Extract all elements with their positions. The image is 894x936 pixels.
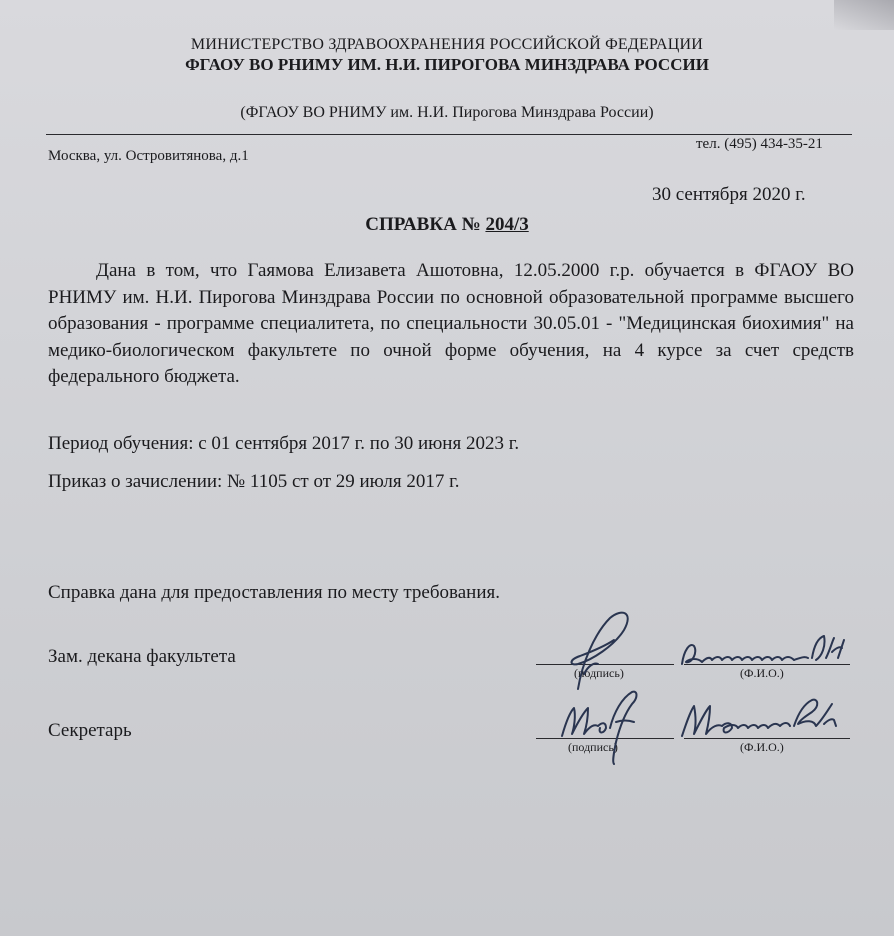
document-date: 30 сентября 2020 г. bbox=[652, 184, 806, 205]
deputy-dean-signature-caption: (подпись) bbox=[574, 666, 624, 680]
institution-heading: ФГАОУ ВО РНИМУ ИМ. Н.И. ПИРОГОВА МИНЗДРАВА РОССИИ bbox=[185, 55, 709, 74]
institution-short-name: (ФГАОУ ВО РНИМУ им. Н.И. Пирогова Минздрава России) bbox=[240, 104, 654, 121]
header-divider bbox=[46, 134, 852, 135]
enrollment-order: Приказ о зачислении: № 1105 ст от 29 июля 2017 г. bbox=[48, 471, 460, 492]
purpose-statement: Справка дана для предоставления по месту требования. bbox=[48, 582, 501, 603]
ministry-heading: МИНИСТЕРСТВО ЗДРАВООХРАНЕНИЯ РОССИЙСКОЙ ФЕДЕРАЦИИ bbox=[190, 36, 704, 53]
main-paragraph: Дана в том, что Гаямова Елизавета Ашотовна, 12.05.2000 г.р. обучается в ФГАОУ ВО РНИМУ им. Н.И. Пирогова Минздрава России по основной образовательной программе высшего образования - программе специалитета, по специальности 30.05.01 - "Медицинская биохимия" на медико-биологическом факультете по очной форме обучения, на 4 курсе за счет средств федерального бюджета. bbox=[48, 260, 854, 388]
deputy-dean-name-caption: (Ф.И.О.) bbox=[740, 666, 784, 680]
phone-number: тел. (495) 434-35-21 bbox=[696, 136, 823, 152]
deputy-dean-label: Зам. декана факультета bbox=[48, 646, 236, 667]
secretary-signature bbox=[556, 682, 666, 768]
secretary-name-handwriting bbox=[676, 690, 852, 744]
document-title bbox=[0, 214, 894, 236]
study-period: Период обучения: с 01 сентября 2017 г. по 30 июня 2023 г. bbox=[48, 433, 520, 454]
certificate-number: 204/3 bbox=[485, 214, 529, 235]
address: Москва, ул. Островитянова, д.1 bbox=[48, 148, 249, 164]
deputy-dean-signature bbox=[548, 604, 648, 694]
secretary-label: Секретарь bbox=[48, 720, 132, 741]
title-prefix: СПРАВКА № bbox=[365, 214, 486, 235]
page-corner-shadow bbox=[834, 0, 894, 30]
secretary-name-caption: (Ф.И.О.) bbox=[740, 740, 784, 754]
deputy-dean-name-handwriting bbox=[676, 628, 852, 676]
secretary-signature-caption: (подпись) bbox=[568, 740, 618, 754]
